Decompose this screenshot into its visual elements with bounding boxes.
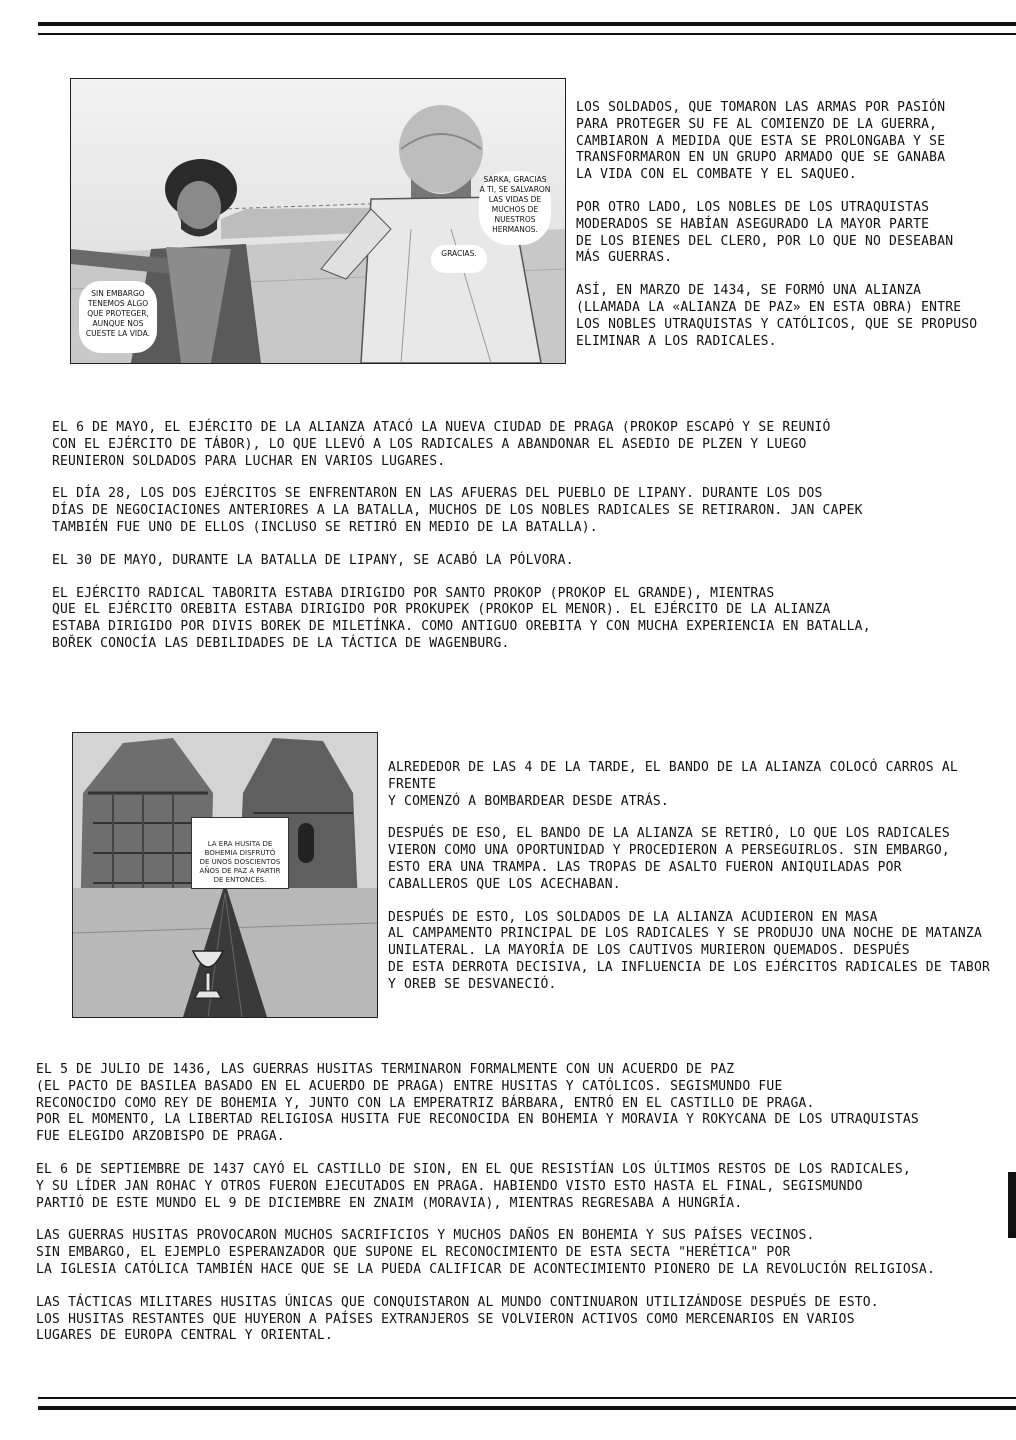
paragraph: DESPUÉS DE ESTO, LOS SOLDADOS DE LA ALIANZA ACUDIERON EN MASA AL CAMPAMENTO PRINCIPAL DE LOS RADICALES Y SE PRODUJO UNA NOCHE DE MATANZA UNILATERAL. LA MAYORÍA DE LOS CAUTIVOS MURIERON QUEMADOS. DESPUÉS DE ESTA DERROTA DECISIVA, LA INFLUENCIA DE LOS EJÉRCITOS RADICALES DE TABOR Y OREB SE DESVANECIÓ. (388, 909, 990, 992)
speech-bubble-sarka: SARKA, GRACIAS A TI, SE SALVARON LAS VIDAS DE MUCHOS DE NUESTROS HERMANOS. (479, 171, 551, 245)
top-rule-thin (38, 33, 1016, 35)
speech-bubble-gracias: GRACIAS. (431, 245, 487, 273)
paragraph: LOS SOLDADOS, QUE TOMARON LAS ARMAS POR PASIÓN PARA PROTEGER SU FE AL COMIENZO DE LA GUERRA, CAMBIARON A MEDIDA QUE ESTA SE PROLONGABA Y SE TRANSFORMARON EN UN GRUPO ARMADO QUE SE GANABA LA VIDA CON EL COMBATE Y EL SAQUEO. (576, 100, 946, 183)
bottom-rule-thick (38, 1406, 1016, 1410)
text-section-soldiers (576, 100, 996, 366)
text-section-lipany (52, 420, 1002, 669)
manga-panel-top (70, 78, 566, 364)
paragraph: ASÍ, EN MARZO DE 1434, SE FORMÓ UNA ALIANZA (LLAMADA LA «ALIANZA DE PAZ» EN ESTA OBRA) ENTRE LOS NOBLES UTRAQUISTAS Y CATÓLICOS, QUE SE PROPUSO ELIMINAR A LOS RADICALES. (576, 283, 978, 349)
paragraph: EL 5 DE JULIO DE 1436, LAS GUERRAS HUSITAS TERMINARON FORMALMENTE CON UN ACUERDO DE PAZ (EL PACTO DE BASILEA BASADO EN EL ACUERDO DE PRAGA) ENTRE HUSITAS Y CATÓLICOS. SEGISMUNDO FUE RECONOCIDO COMO REY DE BOHEMIA Y, JUNTO CON LA EMPERATRIZ BÁRBARA, ENTRÓ EN EL CASTILLO DE PRAGA. POR EL MOMENTO, LA LIBERTAD RELIGIOSA HUSITA FUE RECONOCIDA EN BOHEMIA Y MORAVIA Y ROKYCANA DE LOS UTRAQUISTAS FUE ELEGIDO ARZOBISPO DE PRAGA. (36, 1062, 919, 1145)
paragraph: EL 30 DE MAYO, DURANTE LA BATALLA DE LIPANY, SE ACABÓ LA PÓLVORA. (52, 552, 574, 568)
top-rule-thick (38, 22, 1016, 26)
speech-bubble-proteger: SIN EMBARGO TENEMOS ALGO QUE PROTEGER, AUNQUE NOS CUESTE LA VIDA. (79, 281, 157, 353)
page-edge-tab (1008, 1172, 1016, 1238)
paragraph: DESPUÉS DE ESO, EL BANDO DE LA ALIANZA SE RETIRÓ, LO QUE LOS RADICALES VIERON COMO UNA OPORTUNIDAD Y PROCEDIERON A PERSEGUIRLOS. SIN EMBARGO, ESTO ERA UNA TRAMPA. LAS TROPAS DE ASALTO FUERON ANIQUILADAS POR CABALLEROS QUE LOS ACECHABAN. (388, 826, 950, 892)
bottom-rule-thin (38, 1397, 1016, 1399)
manga-panel-cathedral (72, 732, 378, 1018)
text-section-aftermath (36, 1062, 1011, 1361)
caption-hussite-peace: LA ERA HUSITA DE BOHEMIA DISFRUTÓ DE UNOS DOSCIENTOS AÑOS DE PAZ A PARTIR DE ENTONCES. (191, 817, 289, 889)
paragraph: LAS GUERRAS HUSITAS PROVOCARON MUCHOS SACRIFICIOS Y MUCHOS DAÑOS EN BOHEMIA Y SUS PAÍSES VECINOS. SIN EMBARGO, EL EJEMPLO ESPERANZADOR QUE SUPONE EL RECONOCIMIENTO DE ESTA SECTA "HERÉTICA" POR LA IGLESIA CATÓLICA TAMBIÉN HACE QUE SE LA PUEDA CALIFICAR DE ACONTECIMIENTO PIONERO DE LA REVOLUCIÓN RELIGIOSA. (36, 1228, 935, 1277)
paragraph: LAS TÁCTICAS MILITARES HUSITAS ÚNICAS QUE CONQUISTARON AL MUNDO CONTINUARON UTILIZÁNDOSE DESPUÉS DE ESTO. LOS HUSITAS RESTANTES QUE HUYERON A PAÍSES EXTRANJEROS SE VOLVIERON ACTIVOS COMO MERCENARIOS EN VARIOS LUGARES DE EUROPA CENTRAL Y ORIENTAL. (36, 1294, 879, 1344)
paragraph: EL 6 DE MAYO, EL EJÉRCITO DE LA ALIANZA ATACÓ LA NUEVA CIUDAD DE PRAGA (PROKOP ESCAPÓ Y SE REUNIÓ CON EL EJÉRCITO DE TÁBOR), LO QUE LLEVÓ A LOS RADICALES A ABANDONAR EL ASEDIO DE PLZEN Y LUEGO REUNIERON SOLDADOS PARA LUCHAR EN VARIOS LUGARES. (52, 420, 831, 469)
paragraph: EL DÍA 28, LOS DOS EJÉRCITOS SE ENFRENTARON EN LAS AFUERAS DEL PUEBLO DE LIPANY. DURANTE LOS DOS DÍAS DE NEGOCIACIONES ANTERIORES A LA BATALLA, MUCHOS DE LOS NOBLES RADICALES SE RETIRARON. JAN CAPEK TAMBIÉN FUE UNO DE ELLOS (INCLUSO SE RETIRÓ EN MEDIO DE LA BATALLA). (52, 486, 863, 535)
paragraph: EL 6 DE SEPTIEMBRE DE 1437 CAYÓ EL CASTILLO DE SION, EN EL QUE RESISTÍAN LOS ÚLTIMOS RESTOS DE LOS RADICALES, Y SU LÍDER JAN ROHAC Y OTROS FUERON EJECUTADOS EN PRAGA. HABIENDO VISTO ESTO HASTA EL FINAL, SEGISMUNDO PARTIÓ DE ESTE MUNDO EL 9 DE DICIEMBRE EN ZNAIM (MORAVIA), MIENTRAS REGRESABA A HUNGRÍA. (36, 1161, 911, 1211)
paragraph: POR OTRO LADO, LOS NOBLES DE LOS UTRAQUISTAS MODERADOS SE HABÍAN ASEGURADO LA MAYOR PARTE DE LOS BIENES DEL CLERO, POR LO QUE NO DESEABAN MÁS GUERRAS. (576, 199, 954, 266)
text-section-battle (388, 760, 1008, 1010)
paragraph: ALREDEDOR DE LAS 4 DE LA TARDE, EL BANDO DE LA ALIANZA COLOCÓ CARROS AL FRENTE Y COMENZÓ A BOMBARDEAR DESDE ATRÁS. (388, 760, 958, 809)
paragraph: EL EJÉRCITO RADICAL TABORITA ESTABA DIRIGIDO POR SANTO PROKOP (PROKOP EL GRANDE), MIENTRAS QUE EL EJÉRCITO OREBITA ESTABA DIRIGIDO POR PROKUPEK (PROKOP EL MENOR). EL EJÉRCITO DE LA ALIANZA ESTABA DIRIGIDO POR DIVIS BOREK DE MILETÍNKA. COMO ANTIGUO OREBITA Y CON MUCHA EXPERIENCIA EN BATALLA, BOŘEK CONOCÍA LAS DEBILIDADES DE LA TÁCTICA DE WAGENBURG. (52, 585, 871, 651)
